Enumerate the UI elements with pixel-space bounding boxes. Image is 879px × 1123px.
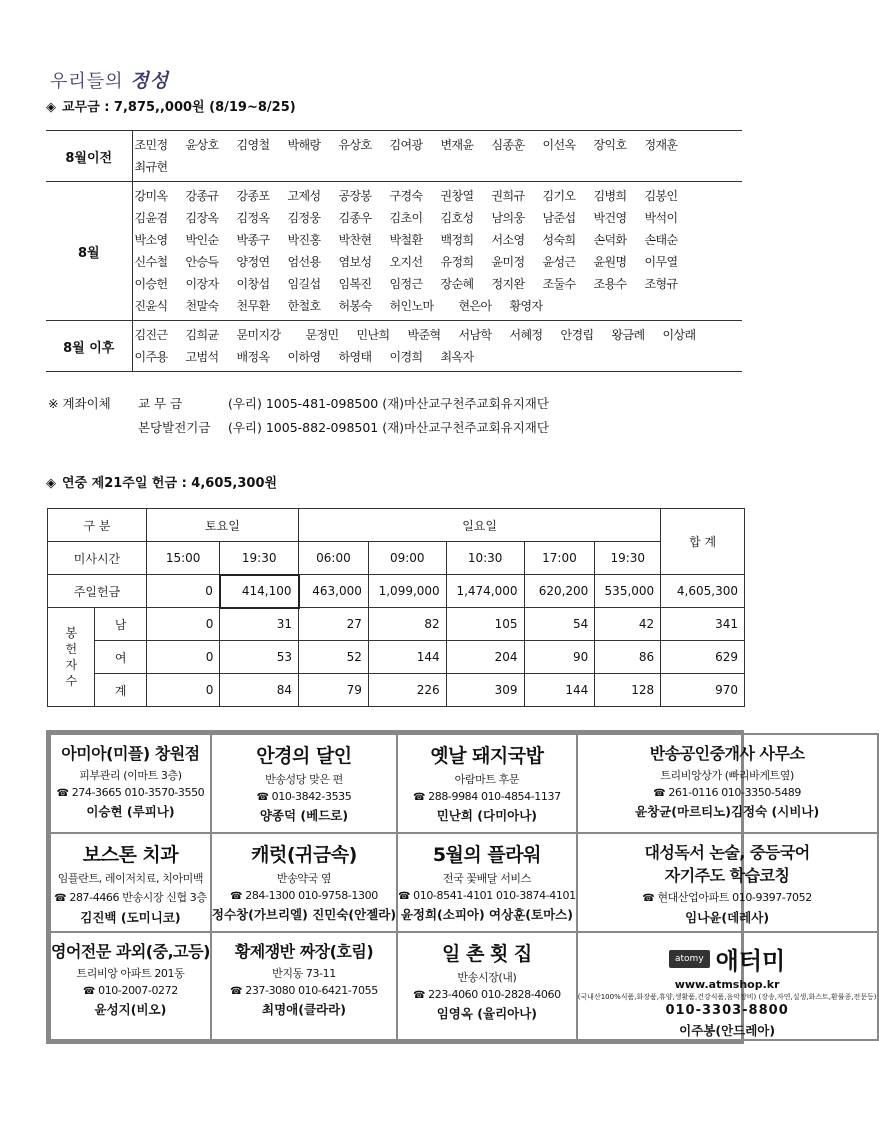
donor-name: 고범석: [185, 350, 219, 364]
ad-info: ☎ 237-3080 010-6421-7055: [230, 984, 378, 997]
donor-name: 강종규: [185, 189, 219, 203]
ad-title: 안경의 달인: [256, 745, 352, 767]
ad-card[interactable]: [397, 833, 577, 932]
ad-info: 전국 꽃배달 서비스: [442, 872, 531, 885]
ad-subtitle: 자기주도 학습코칭: [664, 866, 790, 885]
ad-card[interactable]: [577, 734, 878, 833]
ad-title: 보스톤 치과: [82, 844, 179, 866]
donor-name: 박소영: [134, 233, 168, 247]
count-value: 82: [368, 608, 446, 641]
phone-icon: ☎: [398, 891, 411, 902]
ad-title: 황제쟁반 짜장(호림): [234, 942, 374, 961]
ad-owner: 윤성지(비오): [94, 1002, 167, 1017]
ad-info: ☎ 현대산업아파트 010-9397-7052: [642, 891, 812, 904]
count-value: 0: [146, 608, 219, 641]
donor-name: 손태순: [644, 233, 678, 247]
count-value: 0: [146, 674, 219, 707]
count-row: [48, 674, 745, 707]
donor-name: 민난희: [356, 328, 390, 342]
donor-group-label: 8월이전: [46, 131, 132, 182]
header-saturday: 토요일: [146, 509, 298, 542]
mass-time: 19:30: [220, 542, 299, 575]
donor-name: 임복진: [338, 277, 372, 291]
phone-icon: ☎: [642, 893, 655, 904]
ad-card[interactable]: [397, 932, 577, 1040]
header-category: 구 분: [48, 509, 147, 542]
ad-info: ☎ 261-0116 010-3350-5489: [653, 786, 801, 799]
donor-names: [132, 131, 742, 182]
ad-title: 일 촌 횟 집: [442, 943, 532, 965]
phone-icon: ☎: [653, 788, 666, 799]
mass-time: 17:00: [524, 542, 595, 575]
donor-name: 서남학: [458, 328, 492, 342]
donor-name: 조민정: [134, 138, 168, 152]
donor-name: 김초이: [389, 211, 423, 225]
ad-title: 옛날 돼지국밥: [430, 745, 544, 767]
ad-info: 반송약국 옆: [276, 872, 332, 885]
donor-name: 윤상호: [185, 138, 219, 152]
count-value: 52: [299, 641, 369, 674]
phone-icon: ☎: [256, 792, 269, 803]
ad-owner: 민난희 (다미아나): [436, 808, 538, 823]
donor-name: 왕금례: [611, 328, 645, 342]
donor-name: 김희균: [185, 328, 219, 342]
ad-info: ☎ 284-1300 010-9758-1300: [230, 889, 378, 902]
mass-time: 19:30: [595, 542, 661, 575]
donor-name: 진윤식: [134, 299, 168, 313]
count-value: 79: [299, 674, 369, 707]
phone-icon: ☎: [413, 990, 426, 1001]
ad-info: 피부관리 (이마트 3층): [79, 769, 182, 782]
count-value: 128: [595, 674, 661, 707]
donor-table: [46, 130, 742, 372]
donor-name: 이장자: [185, 277, 219, 291]
count-value: 309: [446, 674, 524, 707]
count-value: 27: [299, 608, 369, 641]
donor-name: 이승헌: [134, 277, 168, 291]
phone-icon: ☎: [56, 788, 69, 799]
mass-time: 06:00: [299, 542, 369, 575]
donor-name: 권창열: [440, 189, 474, 203]
donor-name: 김진근: [134, 328, 168, 342]
count-value: 226: [368, 674, 446, 707]
transfer-row: [48, 392, 549, 416]
donor-name: 윤원명: [593, 255, 627, 269]
ad-card[interactable]: [50, 734, 211, 833]
offering-value: 535,000: [595, 575, 661, 608]
donor-name: 장순혜: [440, 277, 474, 291]
donor-name: 조둘수: [542, 277, 576, 291]
donor-name: 구경숙: [389, 189, 423, 203]
transfer-account: (우리) 1005-882-098501 (재)마산교구천주교회유지재단: [227, 420, 549, 435]
offering-value: 1,474,000: [446, 575, 524, 608]
donor-name: 박진홍: [287, 233, 321, 247]
donor-group: [46, 131, 742, 182]
ad-info: ☎ 010-8541-4101 010-3874-4101: [398, 889, 576, 902]
ad-info: ☎ 223-4060 010-2828-4060: [413, 988, 561, 1001]
donor-name: 김정옥: [236, 211, 270, 225]
header-total: 합 계: [661, 509, 745, 575]
heading-prefix: 우리들의: [50, 71, 124, 92]
donor-name: 남의웅: [491, 211, 525, 225]
donor-name: 유상호: [338, 138, 372, 152]
count-value: 0: [146, 641, 219, 674]
mass-time: 15:00: [146, 542, 219, 575]
transfer-kind: 교 무 금: [137, 396, 183, 411]
ad-info: 아람마트 후문: [454, 773, 520, 786]
donor-name: 조형규: [644, 277, 678, 291]
count-value: 105: [446, 608, 524, 641]
transfer-mark: ※ 계좌이체: [48, 396, 111, 411]
donor-name: 손덕화: [593, 233, 627, 247]
offering-value: 620,200: [524, 575, 595, 608]
donor-group: [46, 321, 742, 372]
account-transfer: [48, 392, 549, 440]
ad-title: 대성독서 논술, 중등국어: [644, 843, 810, 862]
ad-info: 트리비앙상가 (빠리바게트옆): [660, 769, 794, 782]
offering-value: 0: [146, 575, 219, 608]
ad-url: www.atmshop.kr: [674, 978, 780, 991]
ad-info: ☎ 287-4466 반송시장 신협 3층: [54, 891, 207, 904]
donor-name: 백정희: [440, 233, 474, 247]
donor-group: [46, 182, 742, 321]
donor-name: 양정연: [236, 255, 270, 269]
atomy-brand: [578, 941, 877, 976]
ad-info: ☎ 010-3842-3535: [256, 790, 352, 803]
donor-name: 김정웅: [287, 211, 321, 225]
count-row: [48, 608, 745, 641]
count-value: 54: [524, 608, 595, 641]
ad-title: 애터미: [715, 947, 786, 975]
donor-name: 김봉인: [644, 189, 678, 203]
ad-card[interactable]: [50, 932, 211, 1040]
transfer-kind: 본당발전기금: [137, 420, 211, 435]
phone-icon: ☎: [83, 986, 96, 997]
donor-name: 안경립: [560, 328, 594, 342]
ad-title: 아미아(미플) 창원점: [61, 744, 200, 763]
collection-title-text: 연중 제21주일 헌금 : 4,605,300원: [62, 476, 278, 491]
donor-name: 이경희: [389, 350, 423, 364]
offering-value: 414,100: [220, 575, 299, 608]
count-value: 84: [220, 674, 299, 707]
count-value: 31: [220, 608, 299, 641]
count-value: 144: [368, 641, 446, 674]
donor-name: 변재윤: [440, 138, 474, 152]
ad-card[interactable]: [577, 833, 878, 932]
donor-name: 심종훈: [491, 138, 525, 152]
donor-name: 최규현: [134, 160, 168, 174]
count-total: 341: [661, 608, 745, 641]
ad-owner: 최명애(클라라): [262, 1002, 346, 1017]
donor-name: 염보성: [338, 255, 372, 269]
ad-owner: 양종덕 (베드로): [259, 808, 349, 823]
donor-name: 박인순: [185, 233, 219, 247]
ad-grid: [46, 730, 877, 1044]
donor-name: 박해랑: [287, 138, 321, 152]
offering-label: 주일헌금: [48, 575, 147, 608]
donation-title-text: 교무금 : 7,875,,000원 (8/19~8/25): [62, 100, 296, 115]
donor-name: 천무환: [236, 299, 270, 313]
offering-value: 463,000: [299, 575, 369, 608]
donor-name: 하영태: [338, 350, 372, 364]
donor-names: [132, 321, 742, 372]
donor-name: 박찬현: [338, 233, 372, 247]
donor-name: 천말숙: [185, 299, 219, 313]
phone-icon: ☎: [230, 891, 243, 902]
heading-emphasis: 정성: [130, 70, 170, 92]
donor-name: 박석이: [644, 211, 678, 225]
collection-table: [47, 508, 745, 707]
ad-info: ☎ 010-2007-0272: [83, 984, 178, 997]
offering-total: 4,605,300: [661, 575, 745, 608]
ad-owner: 윤창균(마르티노)김정숙 (시비나): [635, 804, 820, 819]
count-value: 204: [446, 641, 524, 674]
ad-title: 캐럿(귀금속): [251, 844, 357, 866]
donor-name: 유정희: [440, 255, 474, 269]
donor-name: 허봉숙: [338, 299, 372, 313]
offering-row: [48, 575, 745, 608]
donor-name: 장익호: [593, 138, 627, 152]
ad-card[interactable]: [211, 833, 397, 932]
donor-name: 문미지강: [236, 328, 281, 342]
donor-name: 배정옥: [236, 350, 270, 364]
donor-name: 이상래: [662, 328, 696, 342]
donor-name: 임길섭: [287, 277, 321, 291]
ad-title: 반송공인중개사 사무소: [649, 744, 805, 763]
donor-name: 윤미정: [491, 255, 525, 269]
donor-name: 김종우: [338, 211, 372, 225]
donor-name: 권희규: [491, 189, 525, 203]
count-value: 144: [524, 674, 595, 707]
section-heading: [50, 66, 169, 93]
count-value: 90: [524, 641, 595, 674]
ad-card[interactable]: [397, 734, 577, 833]
donation-title: [46, 96, 296, 115]
count-value: 53: [220, 641, 299, 674]
donor-name: 안승득: [185, 255, 219, 269]
donor-name: 이주용: [134, 350, 168, 364]
count-total: 629: [661, 641, 745, 674]
donor-name: 김여광: [389, 138, 423, 152]
ad-info: 트리비앙 아파트 201동: [76, 967, 185, 980]
ad-card[interactable]: [211, 734, 397, 833]
donor-name: 고제성: [287, 189, 321, 203]
donor-name: 이무열: [644, 255, 678, 269]
donor-name: 김장옥: [185, 211, 219, 225]
ad-card[interactable]: [50, 833, 211, 932]
count-total: 970: [661, 674, 745, 707]
offering-value: 1,099,000: [368, 575, 446, 608]
donor-name: 정재훈: [644, 138, 678, 152]
ad-products: (국내산100%식품,화장품,휴양,생활품,건강식품,음악장비) (장송,자연,실생,화스트,환률종,전문등): [577, 993, 877, 1001]
donor-name: 김윤겸: [134, 211, 168, 225]
donor-group-label: 8월: [46, 182, 132, 321]
ad-info: 임플란트, 레이저치료, 치아미백: [57, 872, 204, 885]
collection-title: [46, 472, 277, 491]
count-group-text: 봉 헌 자 수: [65, 626, 78, 688]
donor-name: 김호성: [440, 211, 474, 225]
donor-name: 이선옥: [542, 138, 576, 152]
donor-name: 강미옥: [134, 189, 168, 203]
phone-icon: ☎: [54, 893, 67, 904]
donor-name: 김영철: [236, 138, 270, 152]
donor-name: 김기오: [542, 189, 576, 203]
transfer-account: (우리) 1005-481-098500 (재)마산교구천주교회유지재단: [227, 396, 549, 411]
donor-name: 성숙희: [542, 233, 576, 247]
donor-group-label: 8월 이후: [46, 321, 132, 372]
donor-name: 박준혁: [407, 328, 441, 342]
donor-name: 강종포: [236, 189, 270, 203]
donor-name: 한철호: [287, 299, 321, 313]
donor-name: 신수철: [134, 255, 168, 269]
donor-name: 오지선: [389, 255, 423, 269]
donor-name: 정지완: [491, 277, 525, 291]
donor-name: 박종구: [236, 233, 270, 247]
phone-icon: ☎: [230, 986, 243, 997]
ad-owner: 이주봉(안드레아): [679, 1023, 776, 1038]
count-label: 남: [95, 608, 146, 641]
ad-phone: 010-3303-8800: [665, 1003, 789, 1018]
donor-name: 서소영: [491, 233, 525, 247]
donor-name: 최옥자: [440, 350, 474, 364]
donor-name: 이하영: [287, 350, 321, 364]
atomy-logo-icon: atomy: [669, 950, 710, 968]
donor-name: 김병희: [593, 189, 627, 203]
ad-owner: 윤정희(소피아) 여상훈(토마스): [400, 907, 573, 922]
ad-card[interactable]: [211, 932, 397, 1040]
donor-name: 황영자: [509, 299, 543, 313]
donor-name: 현은아: [458, 299, 492, 313]
donor-name: 윤성근: [542, 255, 576, 269]
donor-name: 이창섭: [236, 277, 270, 291]
count-group-label: [48, 608, 95, 707]
donor-name: 허인노마: [389, 299, 434, 313]
donor-name: 남준섭: [542, 211, 576, 225]
ad-info: 반송시장(내): [457, 971, 517, 984]
header-sunday: 일요일: [299, 509, 661, 542]
ad-card[interactable]: [577, 932, 878, 1040]
diamond-icon: ◈: [46, 476, 56, 491]
donor-name: 엄선용: [287, 255, 321, 269]
ad-owner: 정수창(가브리엘) 진민숙(안젤라): [211, 907, 397, 922]
count-row: [48, 641, 745, 674]
donor-name: 조용수: [593, 277, 627, 291]
mass-time: 10:30: [446, 542, 524, 575]
donor-name: 박건영: [593, 211, 627, 225]
count-value: 42: [595, 608, 661, 641]
count-label: 계: [95, 674, 146, 707]
ad-owner: 임나윤(데레사): [685, 910, 770, 925]
count-value: 86: [595, 641, 661, 674]
ad-title: 5월의 플라워: [432, 844, 541, 866]
donor-name: 문정민: [305, 328, 339, 342]
ad-info: ☎ 288-9984 010-4854-1137: [413, 790, 561, 803]
ad-info: 반송성당 맞은 편: [265, 773, 343, 786]
donor-name: 임정근: [389, 277, 423, 291]
ad-info: 반지동 73-11: [272, 967, 336, 980]
ad-info: ☎ 274-3665 010-3570-3550: [56, 786, 205, 799]
donor-name: 공장봉: [338, 189, 372, 203]
transfer-row: [48, 416, 549, 440]
ad-title: 영어전문 과외(중,고등): [51, 942, 210, 961]
diamond-icon: ◈: [46, 100, 56, 115]
mass-time: 09:00: [368, 542, 446, 575]
donor-name: 서혜정: [509, 328, 543, 342]
ad-owner: 임영옥 (율리아나): [436, 1006, 538, 1021]
header-mass-time: 미사시간: [48, 542, 147, 575]
phone-icon: ☎: [413, 792, 426, 803]
ad-owner: 이승현 (루피나): [86, 804, 175, 819]
donor-name: 박철환: [389, 233, 423, 247]
donor-names: [132, 182, 742, 321]
count-label: 여: [95, 641, 146, 674]
ad-owner: 김진백 (도미니코): [80, 910, 181, 925]
